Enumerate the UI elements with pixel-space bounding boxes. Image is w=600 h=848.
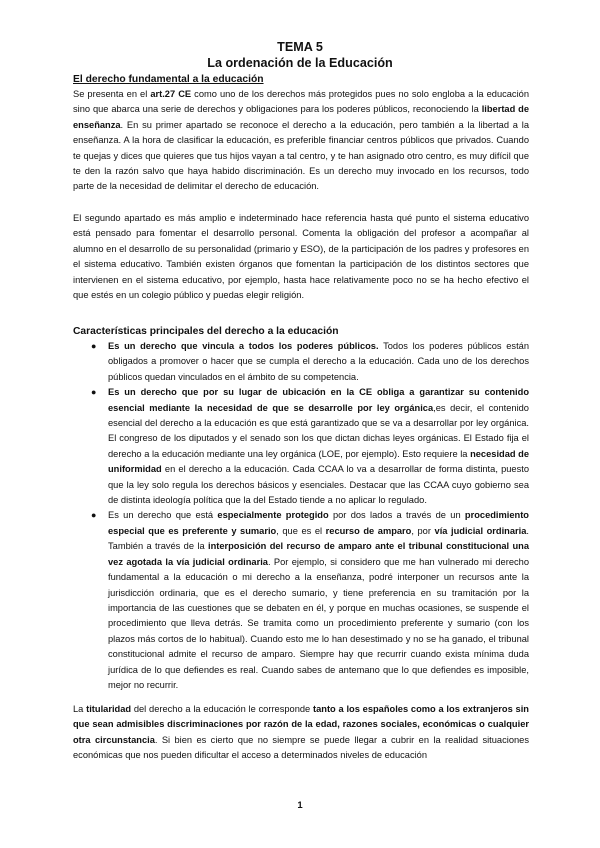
list-item-text: Es un derecho que por su lugar de ubicación en la CE obliga a garantizar su contenido esencial mediante la necesidad de que se desarrolle por ley orgánica,es decir, el contenido esencial del derecho a la educación es que está garantizado que se va a desarrollar por ley orgánica. El congreso de los diputados y el senado son los que dictan dichas leyes orgánicas. El Estado fija el derecho a la educación mediante una ley orgánica (LOE, por ejemplo). Esto requiere la necesidad de uniformidad en el derecho a la educación. Cada CCAA lo va a desarrollar de forma distinta, puesto que la ley solo regula los derechos básicos y esenciales. Destacar que las CCAA cuyo gobierno sea de distinta ideología política que la del Estado tiende a no aplicar lo regulado. [108,387,530,506]
bullet-icon: ● [91,387,97,398]
section-heading-derecho-fundamental: El derecho fundamental a la educación [73,74,264,85]
paragraph-art27: Se presenta en el art.27 CE como uno de los derechos más protegidos pues no solo engloba a la educación sino que abarca una serie de derechos y obligaciones para los poderes públicos, reconociendo la libertad de enseñanza. En su primer apartado se reconoce el derecho a la educación, pero también a la libertad a la enseñanza. A la hora de clasificar la educación, es preferible financiar centros públicos que privados. Cuando te quejas y dices que quieres que tus hijos vayan a tal centro, y te han asignado otro centro, es muy difícil que te den la razón salvo que haya habido discriminación. Es un derecho muy invocado en los recursos, todo parte de la necesidad de delimitar el derecho de educación. [73,89,529,192]
topic-number: TEMA 5 [277,40,323,54]
page-title: La ordenación de la Educación [207,56,393,70]
list-item [73,508,529,693]
characteristics-list [73,339,529,693]
list-item-text: Es un derecho que está especialmente protegido por dos lados a través de un procedimiento especial que es preferente y sumario, que es el recurso de amparo, por vía judicial ordinaria. También a través de la interposición del recurso de amparo ante el tribunal constitucional una vez agotada la vía judicial ordinaria. Por ejemplo, si considero que me han vulnerado mi derecho fundamental a la educación o mi derecho a la enseñanza, podré interponer un recursos ante la jurisdicción ordinaria, que es el derecho sumario, y tiene preferencia en su tramitación por la importancia de las cuestiones que se debaten en él, y porque en muchas ocasiones, se suspende el procedimiento que lleva detrás. Se tramita como un procedimiento preferente y sumario (con los plazos más cortos de lo habitual). Cuando esto me lo han desestimado y no se ha ganado, el tribunal constitucional admite el recurso de amparo. Siempre hay que recurrir cuando exista mínima duda jurídica de lo que defiendes es real. Cuando sabes de antemano que lo que defiendes es imposible, mejor no recurrir. [108,510,530,690]
list-item [73,385,529,508]
bullet-icon: ● [91,510,97,521]
paragraph-titularidad: La titularidad del derecho a la educación le corresponde tanto a los españoles como a los extranjeros sin que sean admisibles discriminaciones por razón de la edad, razones sociales, económicas o cualquier otra circunstancia. Si bien es cierto que no siempre se puede llegar a cubrir en la realidad situaciones económicas que nos pueden dificultar el acceso a determinados niveles de educación [73,704,529,761]
list-item-text: Es un derecho que vincula a todos los poderes públicos. Todos los poderes públicos están obligados a promover o hacer que se cumpla el derecho a la educación. Cada uno de los derechos públicos quedan vinculados en el ámbito de su competencia. [108,341,529,382]
paragraph-segundo-apartado: El segundo apartado es más amplio e indeterminado hace referencia hasta qué punto el sistema educativo está pensado para fomentar el desarrollo personal. Comenta la obligación del profesor a acompañar al alumno en el desarrollo de su personalidad (primario y ESO), de la participación de los padres y profesores en el sistema educativo. También existen órganos que fomentan la participación de los distintos sectores que intervienen en el sistema educativo, por ejemplo, hasta hace relativamente poco no se ha hecho efectivo el que estés en un colegio público y puedas elegir religión. [73,213,529,301]
page-number: 1 [297,800,303,811]
list-item [73,339,529,385]
bullet-icon: ● [91,341,97,351]
section-heading-caracteristicas: Características principales del derecho a la educación [73,326,339,337]
